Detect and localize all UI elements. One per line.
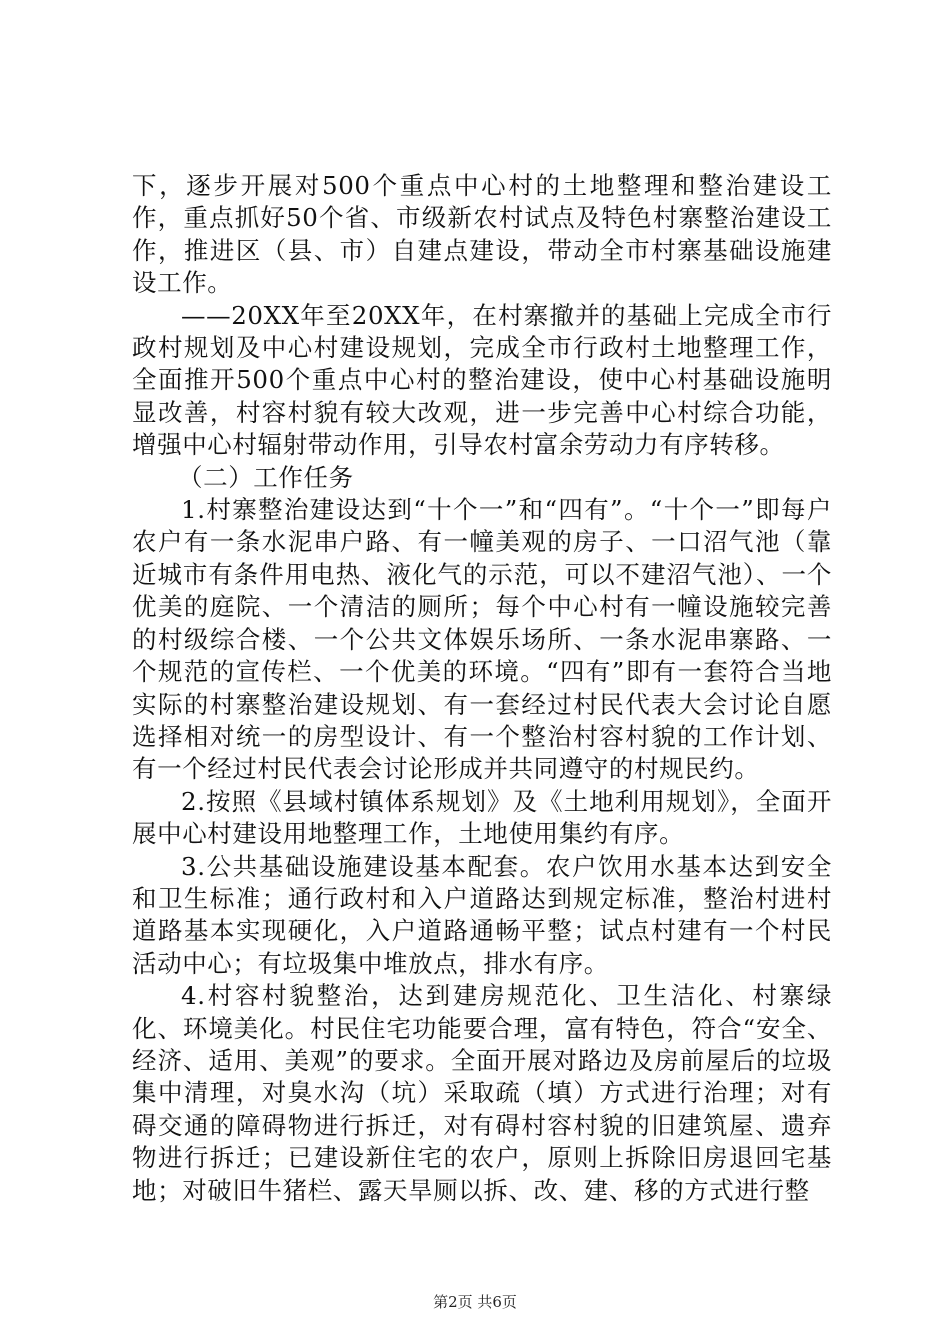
paragraph-task-4: 4.村容村貌整治，达到建房规范化、卫生洁化、村寨绿化、环境美化。村民住宅功能要合理，富有特色，符合“安全、经济、适用、美观”的要求。全面开展对路边及房前屋后的垃圾集中清理，对臭水沟（坑）采取疏（填）方式进行治理；对有碍交通的障碍物进行拆迁，对有碍村容村貌的旧建筑屋、遗弃物进行拆迁；已建设新住宅的农户，原则上拆除旧房退回宅基地；对破旧牛猪栏、露天旱厕以拆、改、建、移的方式进行整 [132, 981, 832, 1205]
paragraph-timeline: ——20XX年至20XX年，在村寨撤并的基础上完成全市行政村规划及中心村建设规划，完成全市行政村土地整理工作，全面推开500个重点中心村的整治建设，使中心村基础设施明显改善，村容村貌有较大改观，进一步完善中心村综合功能，增强中心村辐射带动作用，引导农村富余劳动力有序转移。 [132, 300, 832, 460]
paragraph-task-2: 2.按照《县域村镇体系规划》及《土地利用规划》，全面开展中心村建设用地整理工作，土地使用集约有序。 [132, 786, 832, 849]
section-heading-work-tasks: （二）工作任务 [178, 462, 354, 492]
page-footer: 第2页 共6页 [433, 1293, 517, 1311]
paragraph-task-3: 3.公共基础设施建设基本配套。农户饮用水基本达到安全和卫生标准；通行政村和入户道路达到规定标准，整治村进村道路基本实现硬化，入户道路通畅平整；试点村建有一个村民活动中心；有垃圾集中堆放点，排水有序。 [132, 851, 832, 978]
paragraph-task-1: 1.村寨整治建设达到“十个一”和“四有”。“十个一”即每户农户有一条水泥串户路、有一幢美观的房子、一口沼气池（靠近城市有条件用电热、液化气的示范，可以不建沼气池）、一个优美的庭院、一个清洁的厕所；每个中心村有一幢设施较完善的村级综合楼、一个公共文体娱乐场所、一条水泥串寨路、一个规范的宣传栏、一个优美的环境。“四有”即有一套符合当地实际的村寨整治建设规划、有一套经过村民代表大会讨论自愿选择相对统一的房型设计、有一个整治村容村貌的工作计划、有一个经过村民代表会讨论形成并共同遵守的村规民约。 [132, 495, 832, 784]
paragraph-continuation: 下，逐步开展对500个重点中心村的土地整理和整治建设工作，重点抓好50个省、市级新农村试点及特色村寨整治建设工作，推进区（县、市）自建点建设，带动全市村寨基础设施建设工作。 [132, 171, 832, 298]
document-body [132, 170, 832, 1207]
